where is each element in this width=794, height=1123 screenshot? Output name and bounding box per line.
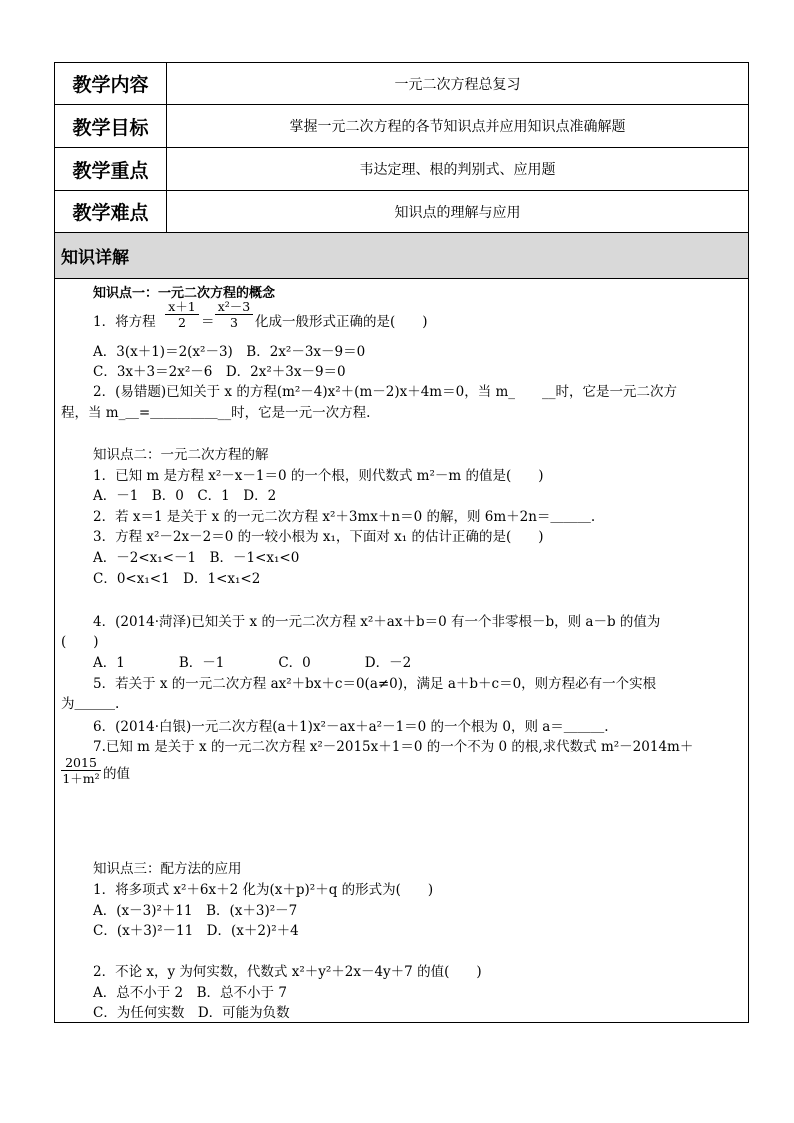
kp2-q4-line-2: ( ): [61, 634, 99, 650]
kp2-q3-options-1: A．－2<x₁<－1 B．－1<x₁<0: [93, 550, 300, 566]
kp1-q1-fraction-1: [165, 299, 199, 330]
header-row-focus: [55, 148, 748, 191]
section-title: 知识详解: [55, 233, 748, 279]
kp2-q3-options-2: C．0<x₁<1 D．1<x₁<2: [93, 571, 261, 587]
header-label-difficulty: 教学难点: [55, 191, 167, 232]
kp3-q1-options-2: C．(x＋3)²－11 D．(x＋2)²＋4: [93, 923, 299, 939]
kp2-q7-line-1: 7.已知 m 是关于 x 的一元二次方程 x²－2015x＋1＝0 的一个不为 0 的根,求代数式 m²－2014m＋: [93, 739, 694, 755]
kp2-q5-line-1: 5．若关于 x 的一元二次方程 ax²＋bx＋c＝0(a≠0)，满足 a＋b＋c＝0，则方程必有一个实根: [93, 676, 657, 692]
kp2-q7-suffix: 的值: [103, 766, 130, 782]
header-label-goal: 教学目标: [55, 105, 167, 147]
kp2-q4-line-1: 4．(2014·菏泽)已知关于 x 的一元二次方程 x²＋ax＋b＝0 有一个非零根－b，则 a－b 的值为: [93, 614, 661, 630]
kp2-q1-options: A．－1 B．0 C．1 D．2: [93, 488, 277, 504]
kp1-q1-options-1: A．3(x＋1)＝2(x²－3) B．2x²－3x－9＝0: [93, 344, 366, 360]
kp2-q1: 1．已知 m 是方程 x²－x－1＝0 的一个根，则代数式 m²－m 的值是( ): [93, 468, 544, 484]
kp1-q1-prefix: 1．将方程: [93, 314, 156, 330]
kp3-q1-options-1: A．(x－3)²＋11 B．(x＋3)²－7: [93, 903, 298, 919]
kp2-title: 知识点二：一元二次方程的解: [93, 447, 269, 463]
kp2-q6: 6．(2014·白银)一元二次方程(a＋1)x²－ax＋a²－1＝0 的一个根为 0，则 a＝＿＿＿.: [93, 719, 609, 735]
kp1-q1-frac2-numerator: x²－3: [215, 299, 253, 315]
kp1-title: 知识点一：一元二次方程的概念: [93, 286, 276, 301]
kp2-q7-fraction: [61, 755, 101, 786]
kp1-q1-fraction-2: [215, 299, 253, 330]
kp1-q1-frac1-numerator: x＋1: [165, 299, 199, 315]
lesson-plan-table: [54, 62, 749, 1023]
header-value-difficulty: 知识点的理解与应用: [394, 204, 521, 221]
kp1-q2-line-2: 程，当 m_＿=＿＿＿＿＿__时，它是一元一次方程.: [61, 405, 371, 421]
kp1-q1-equals: ＝: [201, 314, 215, 330]
header-value-content: 一元二次方程总复习: [394, 76, 521, 93]
kp2-q4-options: A．1 B．－1 C．0 D．－2: [93, 655, 412, 671]
kp3-q2-options-1: A．总不小于 2 B．总不小于 7: [93, 985, 287, 1001]
kp2-q2: 2．若 x＝1 是关于 x 的一元二次方程 x²＋3mx＋n＝0 的解，则 6m＋2n＝＿＿＿.: [93, 509, 596, 525]
kp1-q1-options-2: C．3x＋3＝2x²－6 D．2x²＋3x－9＝0: [93, 364, 346, 380]
header-label-content: 教学内容: [55, 63, 167, 104]
kp2-q7-frac-denominator: 1＋m²: [62, 771, 100, 786]
kp3-title: 知识点三：配方法的应用: [93, 861, 242, 877]
kp2-q3: 3．方程 x²－2x－2＝0 的一较小根为 x₁，下面对 x₁ 的估计正确的是( ): [93, 529, 544, 545]
kp3-q1: 1．将多项式 x²＋6x＋2 化为(x＋p)²＋q 的形式为( ): [93, 882, 434, 898]
kp1-q1-frac1-denominator: 2: [178, 315, 186, 330]
header-row-content: [55, 63, 748, 105]
header-value-goal: 掌握一元二次方程的各节知识点并应用知识点准确解题: [289, 119, 626, 135]
header-label-focus: 教学重点: [55, 148, 167, 190]
kp1-q2-line-1: 2．(易错题)已知关于 x 的方程(m²－4)x²＋(m－2)x＋4m＝0，当 m_ __时，它是一元二次方: [93, 384, 678, 400]
kp2-q7-frac-numerator: 2015: [61, 755, 101, 771]
kp3-q2-options-2: C．为任何实数 D．可能为负数: [93, 1005, 290, 1021]
kp2-q5-line-2: 为＿＿＿.: [61, 696, 120, 712]
kp1-q1-suffix: 化成一般形式正确的是( ): [255, 314, 428, 330]
kp3-q2: 2．不论 x，y 为何实数，代数式 x²＋y²＋2x－4y＋7 的值( ): [93, 964, 482, 980]
header-row-difficulty: [55, 191, 748, 233]
header-row-goal: [55, 105, 748, 148]
kp1-q1-frac2-denominator: 3: [230, 315, 238, 330]
header-value-focus: 韦达定理、根的判别式、应用题: [359, 162, 556, 178]
